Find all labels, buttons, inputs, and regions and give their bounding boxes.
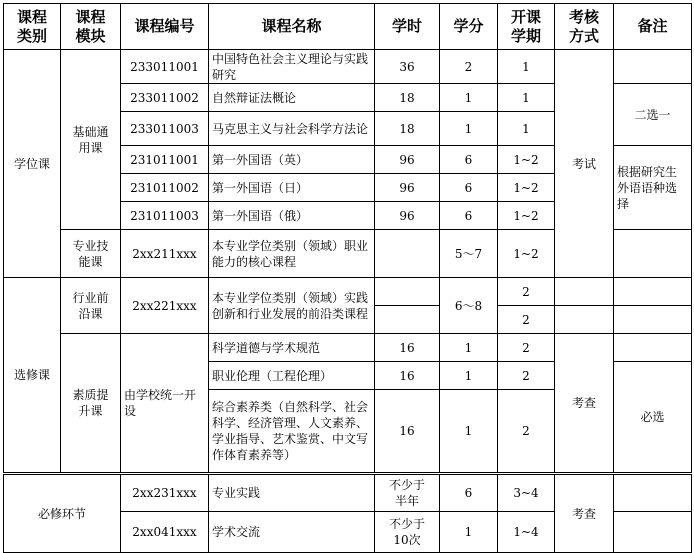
course-code: 231011003 [121,202,209,230]
course-semester: 2 [498,334,555,362]
assessment-empty [555,306,614,334]
course-hours: 16 [375,362,440,390]
remark-language: 根据研究生外语语种选择 [614,146,692,230]
course-semester: 3~4 [498,474,555,512]
course-hours: 18 [375,84,440,112]
header-module: 课程 模块 [61,4,121,50]
course-name: 本专业学位类别（领域）实践创新和行业发展的前沿类课程 [209,278,375,334]
course-hours [375,230,440,278]
curriculum-table [3,3,692,553]
course-hours: 36 [375,50,440,84]
course-credits: 6 [440,146,498,174]
course-credits: 1 [440,334,498,362]
course-credits: 6 [440,202,498,230]
remark-empty [614,474,692,512]
module-basic: 基础通 用课 [61,50,121,230]
remark-empty [614,278,692,306]
category-required: 必修环节 [4,474,121,553]
course-semester: 1~4 [498,512,555,553]
course-hours: 96 [375,146,440,174]
category-elective: 选修课 [4,278,61,474]
remark-choose-one: 二选一 [614,84,692,146]
course-code: 2xx231xxx [121,474,209,512]
course-hours: 96 [375,202,440,230]
course-code: 231011001 [121,146,209,174]
remark-empty [614,230,692,278]
course-name: 职业伦理（工程伦理） [209,362,375,390]
course-semester: 1 [498,50,555,84]
course-name: 第一外国语（俄） [209,202,375,230]
course-credits: 1 [440,84,498,112]
header-assessment: 考核 方式 [555,4,614,50]
table-row [4,334,692,362]
header-row [4,4,692,50]
course-name: 本专业学位类别（领域）职业能力的核心课程 [209,230,375,278]
header-credits: 学分 [440,4,498,50]
course-code: 2xx041xxx [121,512,209,553]
course-code: 由学校统一开设 [121,334,209,474]
course-name: 马克思主义与社会科学方法论 [209,112,375,146]
course-hours: 16 [375,390,440,474]
course-name: 学术交流 [209,512,375,553]
course-semester: 1~2 [498,202,555,230]
table-row [4,50,692,84]
course-hours: 不少于 10次 [375,512,440,553]
course-hours: 18 [375,112,440,146]
course-semester: 1~2 [498,174,555,202]
remark-empty [614,50,692,84]
course-hours: 16 [375,334,440,362]
course-semester: 1~2 [498,230,555,278]
course-credits: 1 [440,112,498,146]
course-name: 中国特色社会主义理论与实践研究 [209,50,375,84]
module-frontier: 行业前 沿课 [61,278,121,334]
remark-empty [614,306,692,334]
remark-empty [614,334,692,362]
course-credits: 6 [440,174,498,202]
assessment-exam: 考试 [555,50,614,278]
course-name: 专业实践 [209,474,375,512]
table-row [4,278,692,306]
course-credits: 6～8 [440,278,498,334]
course-credits: 1 [440,362,498,390]
course-credits: 6 [440,474,498,512]
course-code: 231011002 [121,174,209,202]
course-code: 233011002 [121,84,209,112]
header-code: 课程编号 [121,4,209,50]
course-hours: 96 [375,174,440,202]
course-semester: 2 [498,306,555,334]
course-semester: 1~2 [498,146,555,174]
header-name: 课程名称 [209,4,375,50]
course-hours: 不少于 半年 [375,474,440,512]
course-code: 2xx211xxx [121,230,209,278]
course-semester: 2 [498,390,555,474]
remark-mandatory: 必选 [614,362,692,474]
module-major: 专业技 能课 [61,230,121,278]
category-degree: 学位课 [4,50,61,278]
header-category: 课程 类别 [4,4,61,50]
course-credits: 1 [440,390,498,474]
course-hours [375,278,440,306]
remark-empty [614,512,692,553]
course-semester: 1 [498,84,555,112]
course-hours [375,306,440,334]
assessment-check: 考查 [555,334,614,474]
course-code: 233011001 [121,50,209,84]
table-row [4,474,692,512]
course-semester: 2 [498,362,555,390]
course-name: 第一外国语（日） [209,174,375,202]
course-semester: 1 [498,112,555,146]
course-name: 自然辩证法概论 [209,84,375,112]
course-code: 2xx221xxx [121,278,209,334]
header-hours: 学时 [375,4,440,50]
course-credits: 5～7 [440,230,498,278]
course-name: 第一外国语（英） [209,146,375,174]
header-remarks: 备注 [614,4,692,50]
course-semester: 2 [498,278,555,306]
course-credits: 1 [440,512,498,553]
course-name: 科学道德与学术规范 [209,334,375,362]
assessment-check: 考查 [555,474,614,553]
header-semester: 开课 学期 [498,4,555,50]
course-code: 233011003 [121,112,209,146]
module-quality: 素质提 升课 [61,334,121,474]
assessment-empty [555,278,614,306]
course-credits: 2 [440,50,498,84]
course-name: 综合素养类（自然科学、社会科学、经济管理、人文素养、学业指导、艺术鉴赏、中文写作体育素养等） [209,390,375,474]
